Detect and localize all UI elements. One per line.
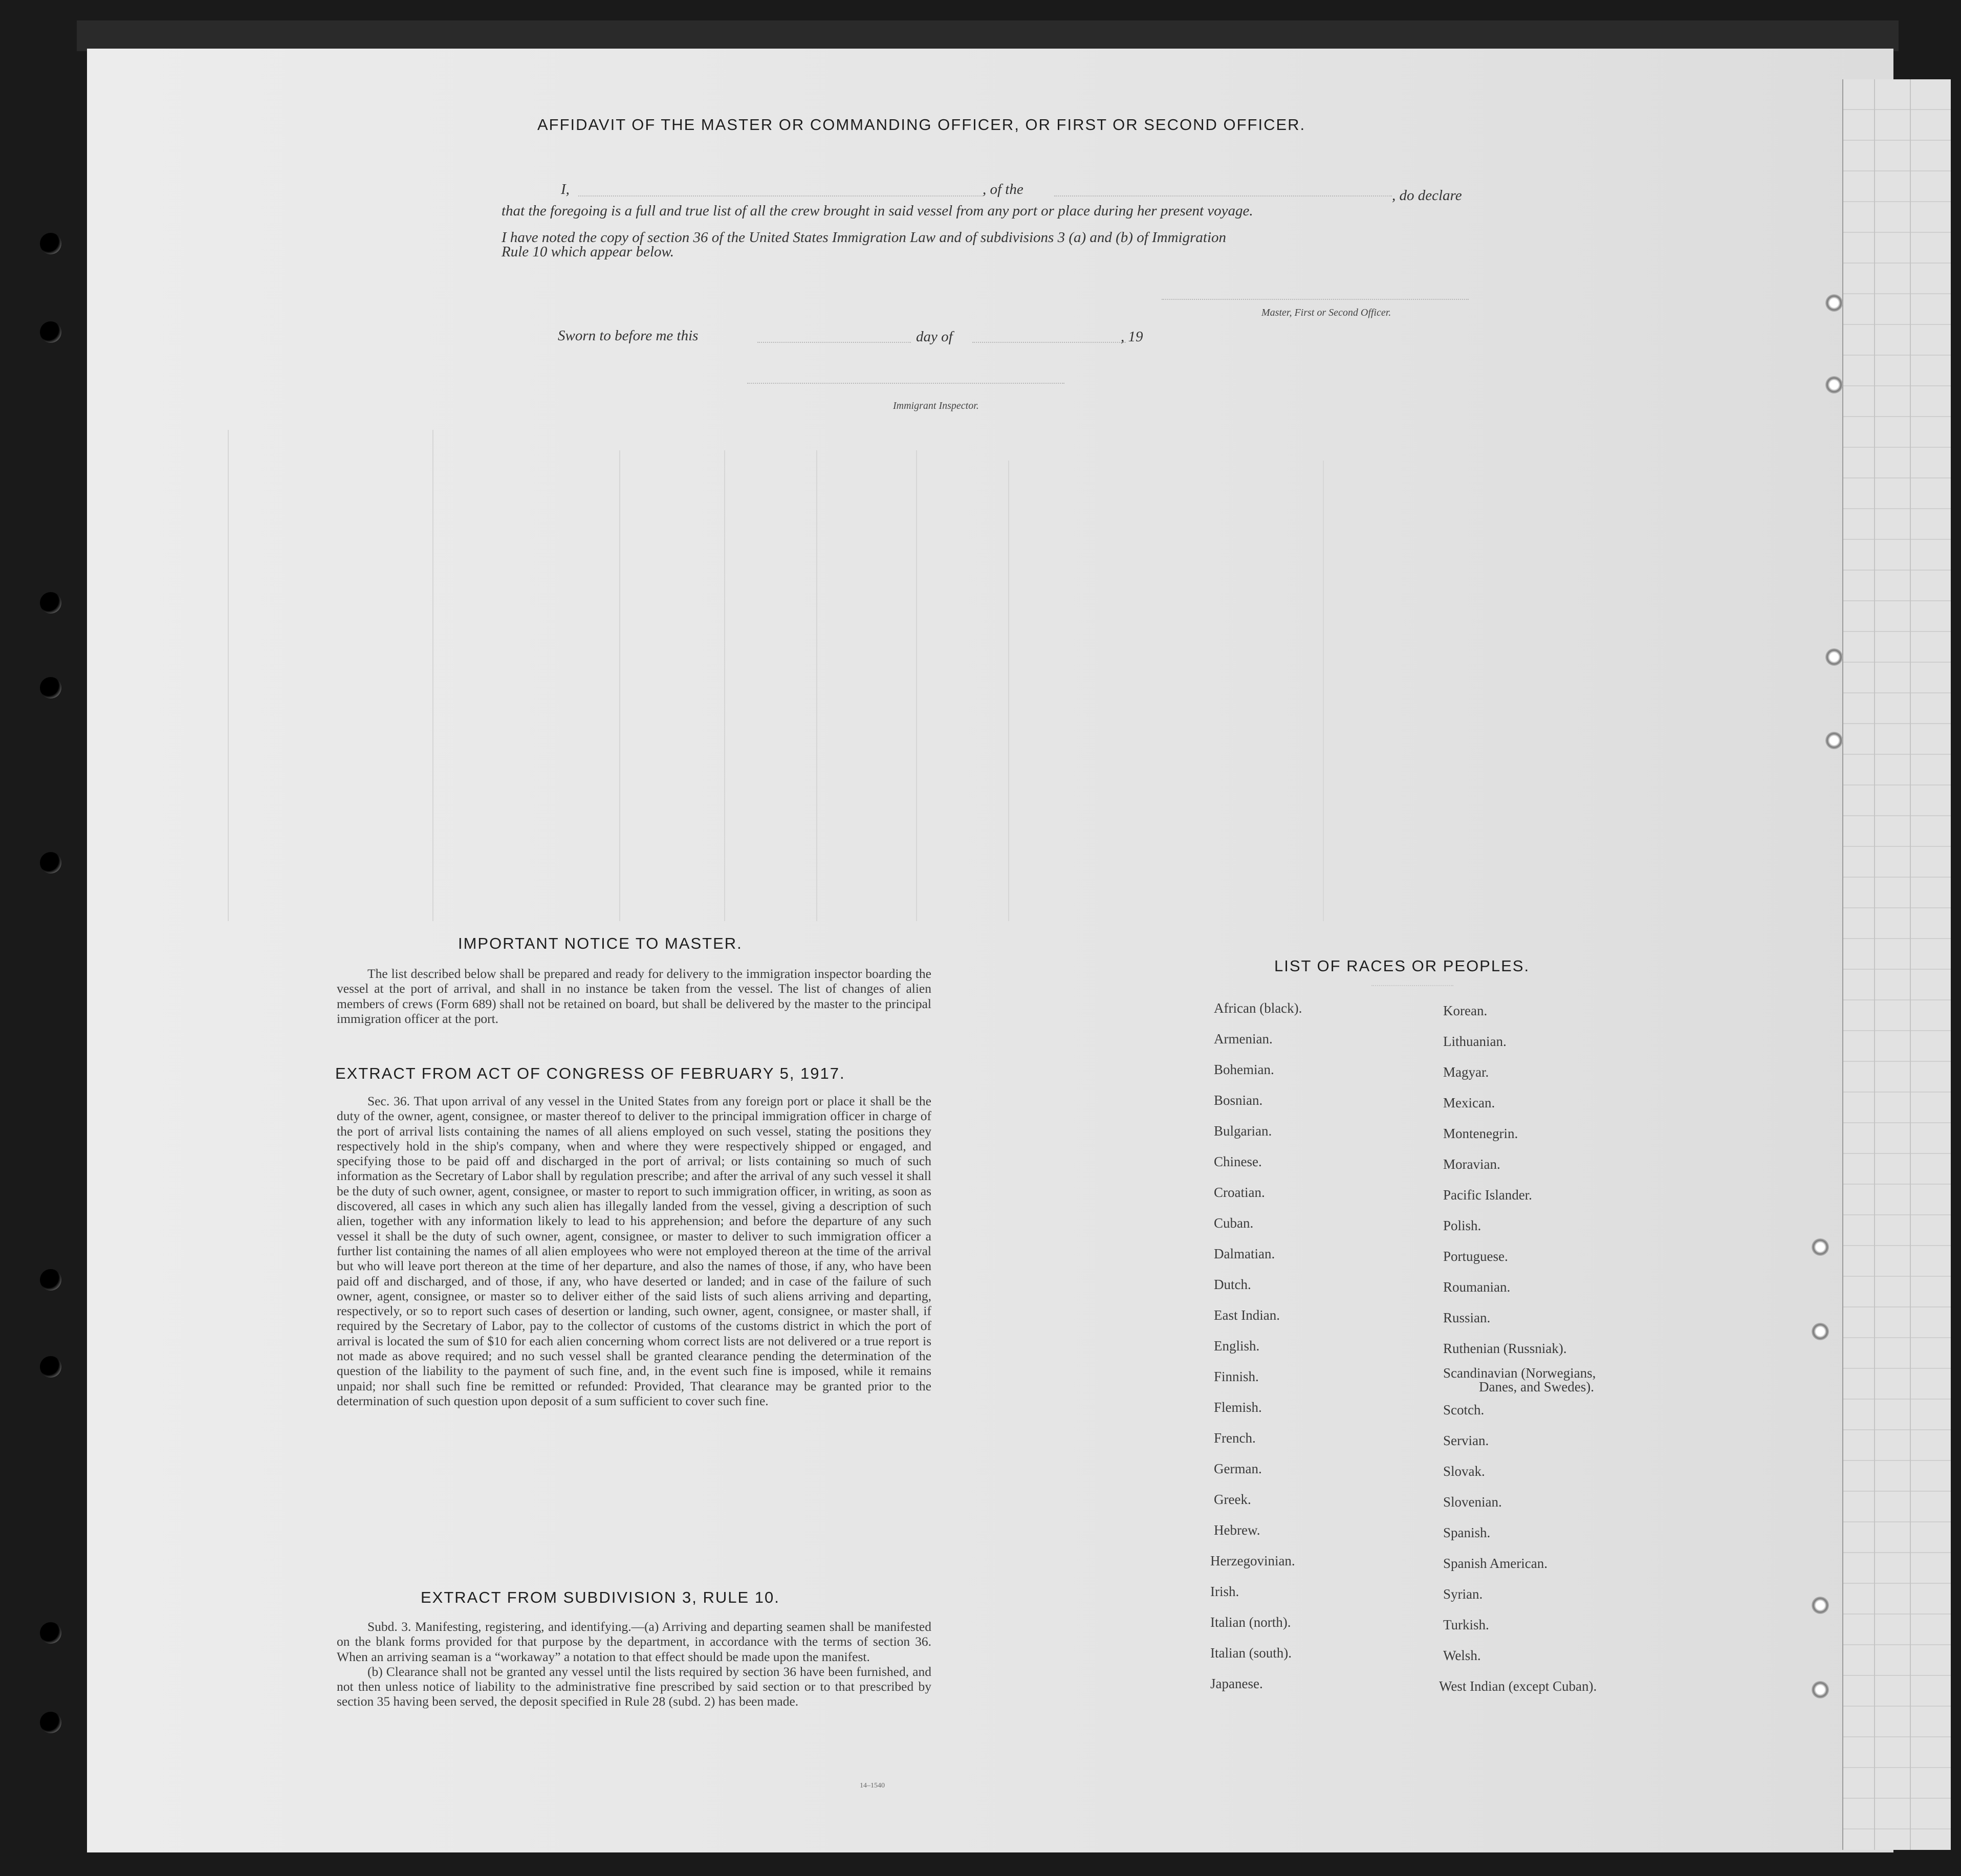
race-item: Slovenian.: [1443, 1494, 1502, 1510]
race-item: Moravian.: [1443, 1157, 1500, 1172]
race-item: Bulgarian.: [1214, 1123, 1272, 1139]
race-item: Montenegrin.: [1443, 1126, 1518, 1141]
bleed-through-rule: [816, 450, 817, 921]
race-item: Chinese.: [1214, 1154, 1262, 1169]
race-item: Ruthenian (Russniak).: [1443, 1341, 1567, 1356]
binder-hole: [40, 321, 61, 343]
race-item: Cuban.: [1214, 1215, 1254, 1231]
race-item: Pacific Islander.: [1443, 1187, 1532, 1203]
race-item: Spanish American.: [1443, 1556, 1548, 1571]
bleed-through-rule: [1323, 461, 1324, 921]
race-item: Italian (north).: [1210, 1615, 1291, 1630]
bleed-through-rule: [228, 430, 229, 921]
year-text: , 19: [1121, 329, 1143, 345]
affidavit-line2: that the foregoing is a full and true list of all the crew brought in said vessel from any port or place during her present voyage.: [502, 203, 1253, 219]
race-item: English.: [1214, 1338, 1260, 1354]
act-extract-body: [337, 1094, 931, 1408]
master-label: Master, First or Second Officer.: [1261, 307, 1391, 318]
act-paragraph: Sec. 36. That upon arrival of any vessel in the United States from any foreign port or place it shall be the duty of the owner, agent, consignee, or master thereof to deliver to the principal immigration officer in charge of the port of arrival lists containing the names of all aliens employed on such vessel, stating the positions they respectively hold in the ship's company, when and where they were respectively shipped or engaged, and specifying those to be paid off and discharged in the port of arrival; or lists containing so much of such information as the Secretary of Labor shall by regulation prescribe; and after the arrival of any such vessel it shall be the duty of such owner, agent, consignee, or master to report to such immigration officer, in writing, as soon as discovered, all cases in which any such alien has illegally landed from the vessel, giving a description of such alien, together with any information likely to lead to his apprehension; and before the departure of any such vessel it shall be the duty of such owner, agent, consignee, or master to deliver to such immigration officer a further list containing the names of all alien employees who were not employed thereon at the time of the arrival but who will leave port thereon at the time of her departure, and also the names of those, if any, who have been paid off and discharged, and of those, if any, who have deserted or landed; and in case of the failure of such owner, agent, consignee, or master so to deliver either of the said lists of such aliens arriving and departing, respectively, or so to report such cases of desertion or landing, such owner, agent, consignee, or master shall, if required by the Secretary of Labor, pay to the collector of customs of the customs district in which the port of arrival is located the sum of $10 for each alien concerning whom correct lists are not delivered or a true report is not made as above required; and no such vessel shall be granted clearance pending the determination of the question of the liability to the payment of such fine, and, in the event such fine is imposed, while it remains unpaid; nor shall such fine be remitted or refunded: Provided, That clearance may be granted prior to the determination of such question upon deposit of a sum sufficient to cover such fine.: [337, 1094, 931, 1408]
binder-hole: [40, 677, 61, 699]
bleed-through-rule: [916, 450, 917, 921]
underlying-ledger-page: [1842, 79, 1951, 1850]
race-item: Slovak.: [1443, 1464, 1485, 1479]
binder-hole: [40, 1712, 61, 1733]
race-item: Armenian.: [1214, 1031, 1273, 1046]
bleed-through-rule: [724, 450, 725, 921]
race-item: Bohemian.: [1214, 1062, 1274, 1077]
race-item: Danes, and Swedes).: [1479, 1379, 1594, 1394]
master-signature-blank[interactable]: [1162, 299, 1469, 300]
name-blank[interactable]: [578, 195, 983, 197]
race-item: Mexican.: [1443, 1095, 1495, 1110]
race-item: Flemish.: [1214, 1400, 1262, 1415]
affidavit-title: AFFIDAVIT OF THE MASTER OR COMMANDING OFFICER, OR FIRST OR SECOND OFFICER.: [537, 116, 1306, 134]
race-item: Finnish.: [1214, 1369, 1259, 1384]
sworn-text: Sworn to before me this: [558, 328, 699, 344]
race-item: Welsh.: [1443, 1648, 1481, 1663]
act-extract-title: EXTRACT FROM ACT OF CONGRESS OF FEBRUARY 5, 1917.: [335, 1064, 845, 1082]
month-blank[interactable]: [972, 342, 1126, 343]
binder-hole: [40, 592, 61, 614]
race-item: Syrian.: [1443, 1586, 1483, 1602]
binder-hole: [40, 852, 61, 874]
race-item: Greek.: [1214, 1492, 1251, 1507]
race-item: West Indian (except Cuban).: [1439, 1678, 1597, 1694]
race-item: Scotch.: [1443, 1402, 1485, 1417]
race-item: Turkish.: [1443, 1617, 1489, 1632]
form-page: [87, 49, 1893, 1852]
race-item: Dutch.: [1214, 1277, 1251, 1292]
binder-hole: [1825, 732, 1843, 749]
affidavit-of-the: , of the: [983, 181, 1023, 198]
race-item: Japanese.: [1210, 1676, 1263, 1691]
race-item: Herzegovinian.: [1210, 1553, 1295, 1568]
race-item: German.: [1214, 1461, 1262, 1476]
race-item: Spanish.: [1443, 1525, 1491, 1540]
affidavit-declare: , do declare: [1392, 187, 1462, 204]
race-item: Portuguese.: [1443, 1249, 1508, 1264]
binder-hole: [40, 1622, 61, 1644]
rule-paragraph-a: Subd. 3. Manifesting, registering, and identifying.—(a) Arriving and departing seamen shall be manifested on the blank forms provided for that purpose by the department, in accordance with the terms of section 36. When an arriving seaman is a “workaway” a notation to that effect should be made upon the manifest.: [337, 1619, 931, 1664]
binder-hole: [1825, 376, 1843, 394]
notice-title: IMPORTANT NOTICE TO MASTER.: [458, 934, 743, 952]
form-number: 14–1540: [860, 1782, 885, 1790]
vessel-blank[interactable]: [1054, 195, 1392, 197]
race-item: French.: [1214, 1430, 1256, 1446]
races-rule: [1371, 985, 1453, 986]
rule-extract-body: [337, 1619, 931, 1709]
race-item: African (black).: [1214, 1000, 1302, 1016]
affidavit-i: I,: [561, 181, 570, 198]
race-item: Hebrew.: [1214, 1522, 1260, 1538]
bleed-through-rule: [619, 450, 620, 921]
affidavit-line3: I have noted the copy of section 36 of the United States Immigration Law and of subdivisions 3 (a) and (b) of Immigration: [502, 229, 1227, 246]
binder-hole: [40, 1356, 61, 1378]
bleed-through-rule: [432, 430, 433, 921]
inspector-signature-blank[interactable]: [747, 383, 1064, 384]
binder-hole: [1812, 1323, 1829, 1340]
inspector-label: Immigrant Inspector.: [893, 400, 979, 411]
bleed-through-rule: [1008, 461, 1009, 921]
race-item: East Indian.: [1214, 1307, 1280, 1323]
binder-hole: [1812, 1597, 1829, 1614]
binder-hole: [40, 233, 61, 254]
day-blank[interactable]: [757, 342, 911, 343]
race-item: Russian.: [1443, 1310, 1491, 1325]
binder-hole: [1812, 1681, 1829, 1698]
race-item: Scandinavian (Norwegians,: [1443, 1365, 1596, 1381]
notice-paragraph: The list described below shall be prepared and ready for delivery to the immigration inspector boarding the vessel at the port of arrival, and shall in no instance be taken from the vessel. The list of changes of alien members of crews (Form 689) shall not be retained on board, but shall be delivered by the master to the principal immigration officer at the port.: [337, 966, 931, 1026]
rule-extract-title: EXTRACT FROM SUBDIVISION 3, RULE 10.: [421, 1588, 780, 1606]
rule-paragraph-b: (b) Clearance shall not be granted any vessel until the lists required by section 36 have been furnished, and not then unless notice of liability to the administrative fine prescribed by said section or to that prescribed by section 35 having been served, the deposit specified in Rule 28 (subd. 2) has been made.: [337, 1664, 931, 1709]
race-item: Irish.: [1210, 1584, 1239, 1599]
race-item: Croatian.: [1214, 1185, 1265, 1200]
race-item: Magyar.: [1443, 1064, 1489, 1080]
race-item: Bosnian.: [1214, 1093, 1263, 1108]
race-item: Servian.: [1443, 1433, 1489, 1448]
scan-border: [77, 20, 1899, 51]
race-item: Korean.: [1443, 1003, 1488, 1018]
race-item: Polish.: [1443, 1218, 1481, 1233]
binder-hole: [1825, 294, 1843, 312]
day-of-text: day of: [916, 329, 953, 345]
race-item: Lithuanian.: [1443, 1034, 1507, 1049]
race-item: Dalmatian.: [1214, 1246, 1275, 1261]
binder-hole: [1812, 1238, 1829, 1256]
binder-hole: [1825, 648, 1843, 666]
binder-hole: [40, 1269, 61, 1291]
notice-body: [337, 966, 931, 1026]
affidavit-line4: Rule 10 which appear below.: [502, 244, 674, 260]
race-item: Italian (south).: [1210, 1645, 1292, 1661]
race-item: Roumanian.: [1443, 1279, 1511, 1295]
races-title: LIST OF RACES OR PEOPLES.: [1274, 957, 1530, 975]
